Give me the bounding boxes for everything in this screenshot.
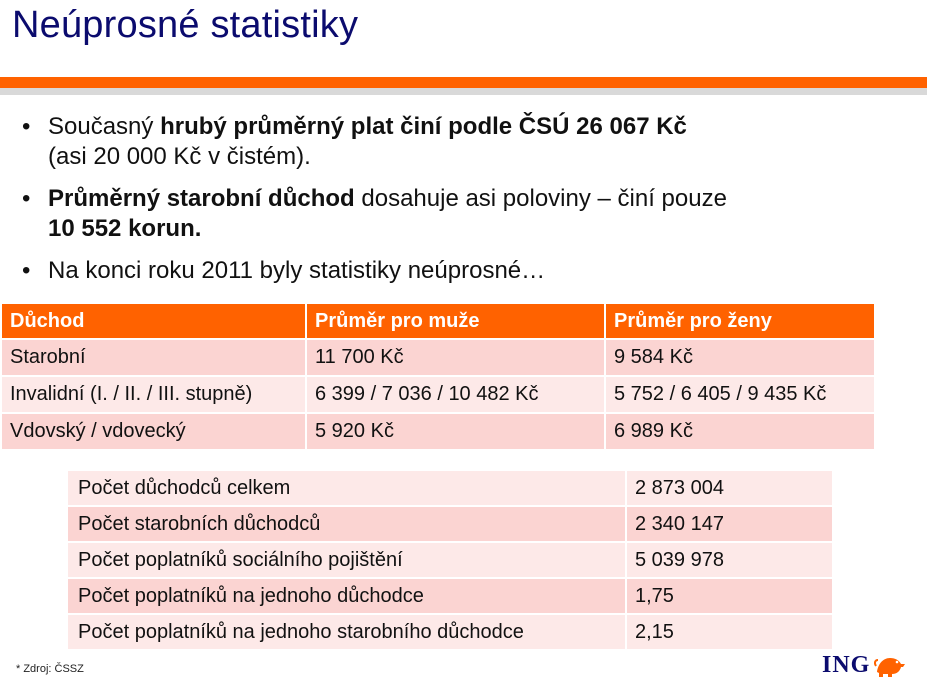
bullet-dot-icon: • xyxy=(22,113,31,140)
gray-divider xyxy=(0,88,927,95)
header-men-average: Průměr pro muže xyxy=(307,304,606,338)
table-row xyxy=(68,541,832,577)
counts-table xyxy=(68,469,832,649)
table-row xyxy=(68,613,832,649)
bullet-pension: • Průměrný starobní důchod dosahuje asi poloviny – činí pouze 10 552 korun. xyxy=(22,185,727,242)
table-row xyxy=(68,577,832,613)
ing-logo xyxy=(822,650,922,680)
table-cell: 6 399 / 7 036 / 10 482 Kč xyxy=(307,375,606,412)
bullet-2011: • Na konci roku 2011 byly statistiky neúprosné… xyxy=(22,257,546,284)
lion-icon xyxy=(874,652,908,678)
header-women-average: Průměr pro ženy xyxy=(606,304,876,338)
table-row xyxy=(2,412,876,449)
table-row xyxy=(2,338,876,375)
table-row xyxy=(68,469,832,505)
table-row xyxy=(2,375,876,412)
table-cell: Počet poplatníků sociálního pojištění xyxy=(68,541,627,577)
page-title: Neúprosné statistiky xyxy=(12,4,359,46)
bullet-salary: • Současný hrubý průměrný plat činí podle ČSÚ 26 067 Kč (asi 20 000 Kč v čistém). xyxy=(22,113,687,170)
bullet-dot-icon: • xyxy=(22,257,31,284)
pension-table xyxy=(2,304,876,449)
orange-divider xyxy=(0,77,927,88)
table-cell: Počet poplatníků na jednoho starobního důchodce xyxy=(68,613,627,649)
table-cell: 11 700 Kč xyxy=(307,338,606,375)
table-cell: 1,75 xyxy=(627,577,832,613)
table-row xyxy=(68,505,832,541)
table-cell: 9 584 Kč xyxy=(606,338,876,375)
logo-text: ING xyxy=(822,651,871,678)
table-cell: 6 989 Kč xyxy=(606,412,876,449)
bullet-list xyxy=(18,112,898,298)
table-cell: 2 340 147 xyxy=(627,505,832,541)
table-cell: 2 873 004 xyxy=(627,469,832,505)
header-pension-type: Důchod xyxy=(2,304,307,338)
table-cell: 5 752 / 6 405 / 9 435 Kč xyxy=(606,375,876,412)
table-cell: 5 039 978 xyxy=(627,541,832,577)
source-note: * Zdroj: ČSSZ xyxy=(16,663,84,675)
table-cell: 2,15 xyxy=(627,613,832,649)
table-cell: Počet starobních důchodců xyxy=(68,505,627,541)
table-cell: Invalidní (I. / II. / III. stupně) xyxy=(2,375,307,412)
table-cell: Vdovský / vdovecký xyxy=(2,412,307,449)
table-cell: Starobní xyxy=(2,338,307,375)
table-cell: 5 920 Kč xyxy=(307,412,606,449)
bullet-dot-icon: • xyxy=(22,185,31,212)
table-header-row xyxy=(2,304,876,338)
table-cell: Počet poplatníků na jednoho důchodce xyxy=(68,577,627,613)
table-cell: Počet důchodců celkem xyxy=(68,469,627,505)
